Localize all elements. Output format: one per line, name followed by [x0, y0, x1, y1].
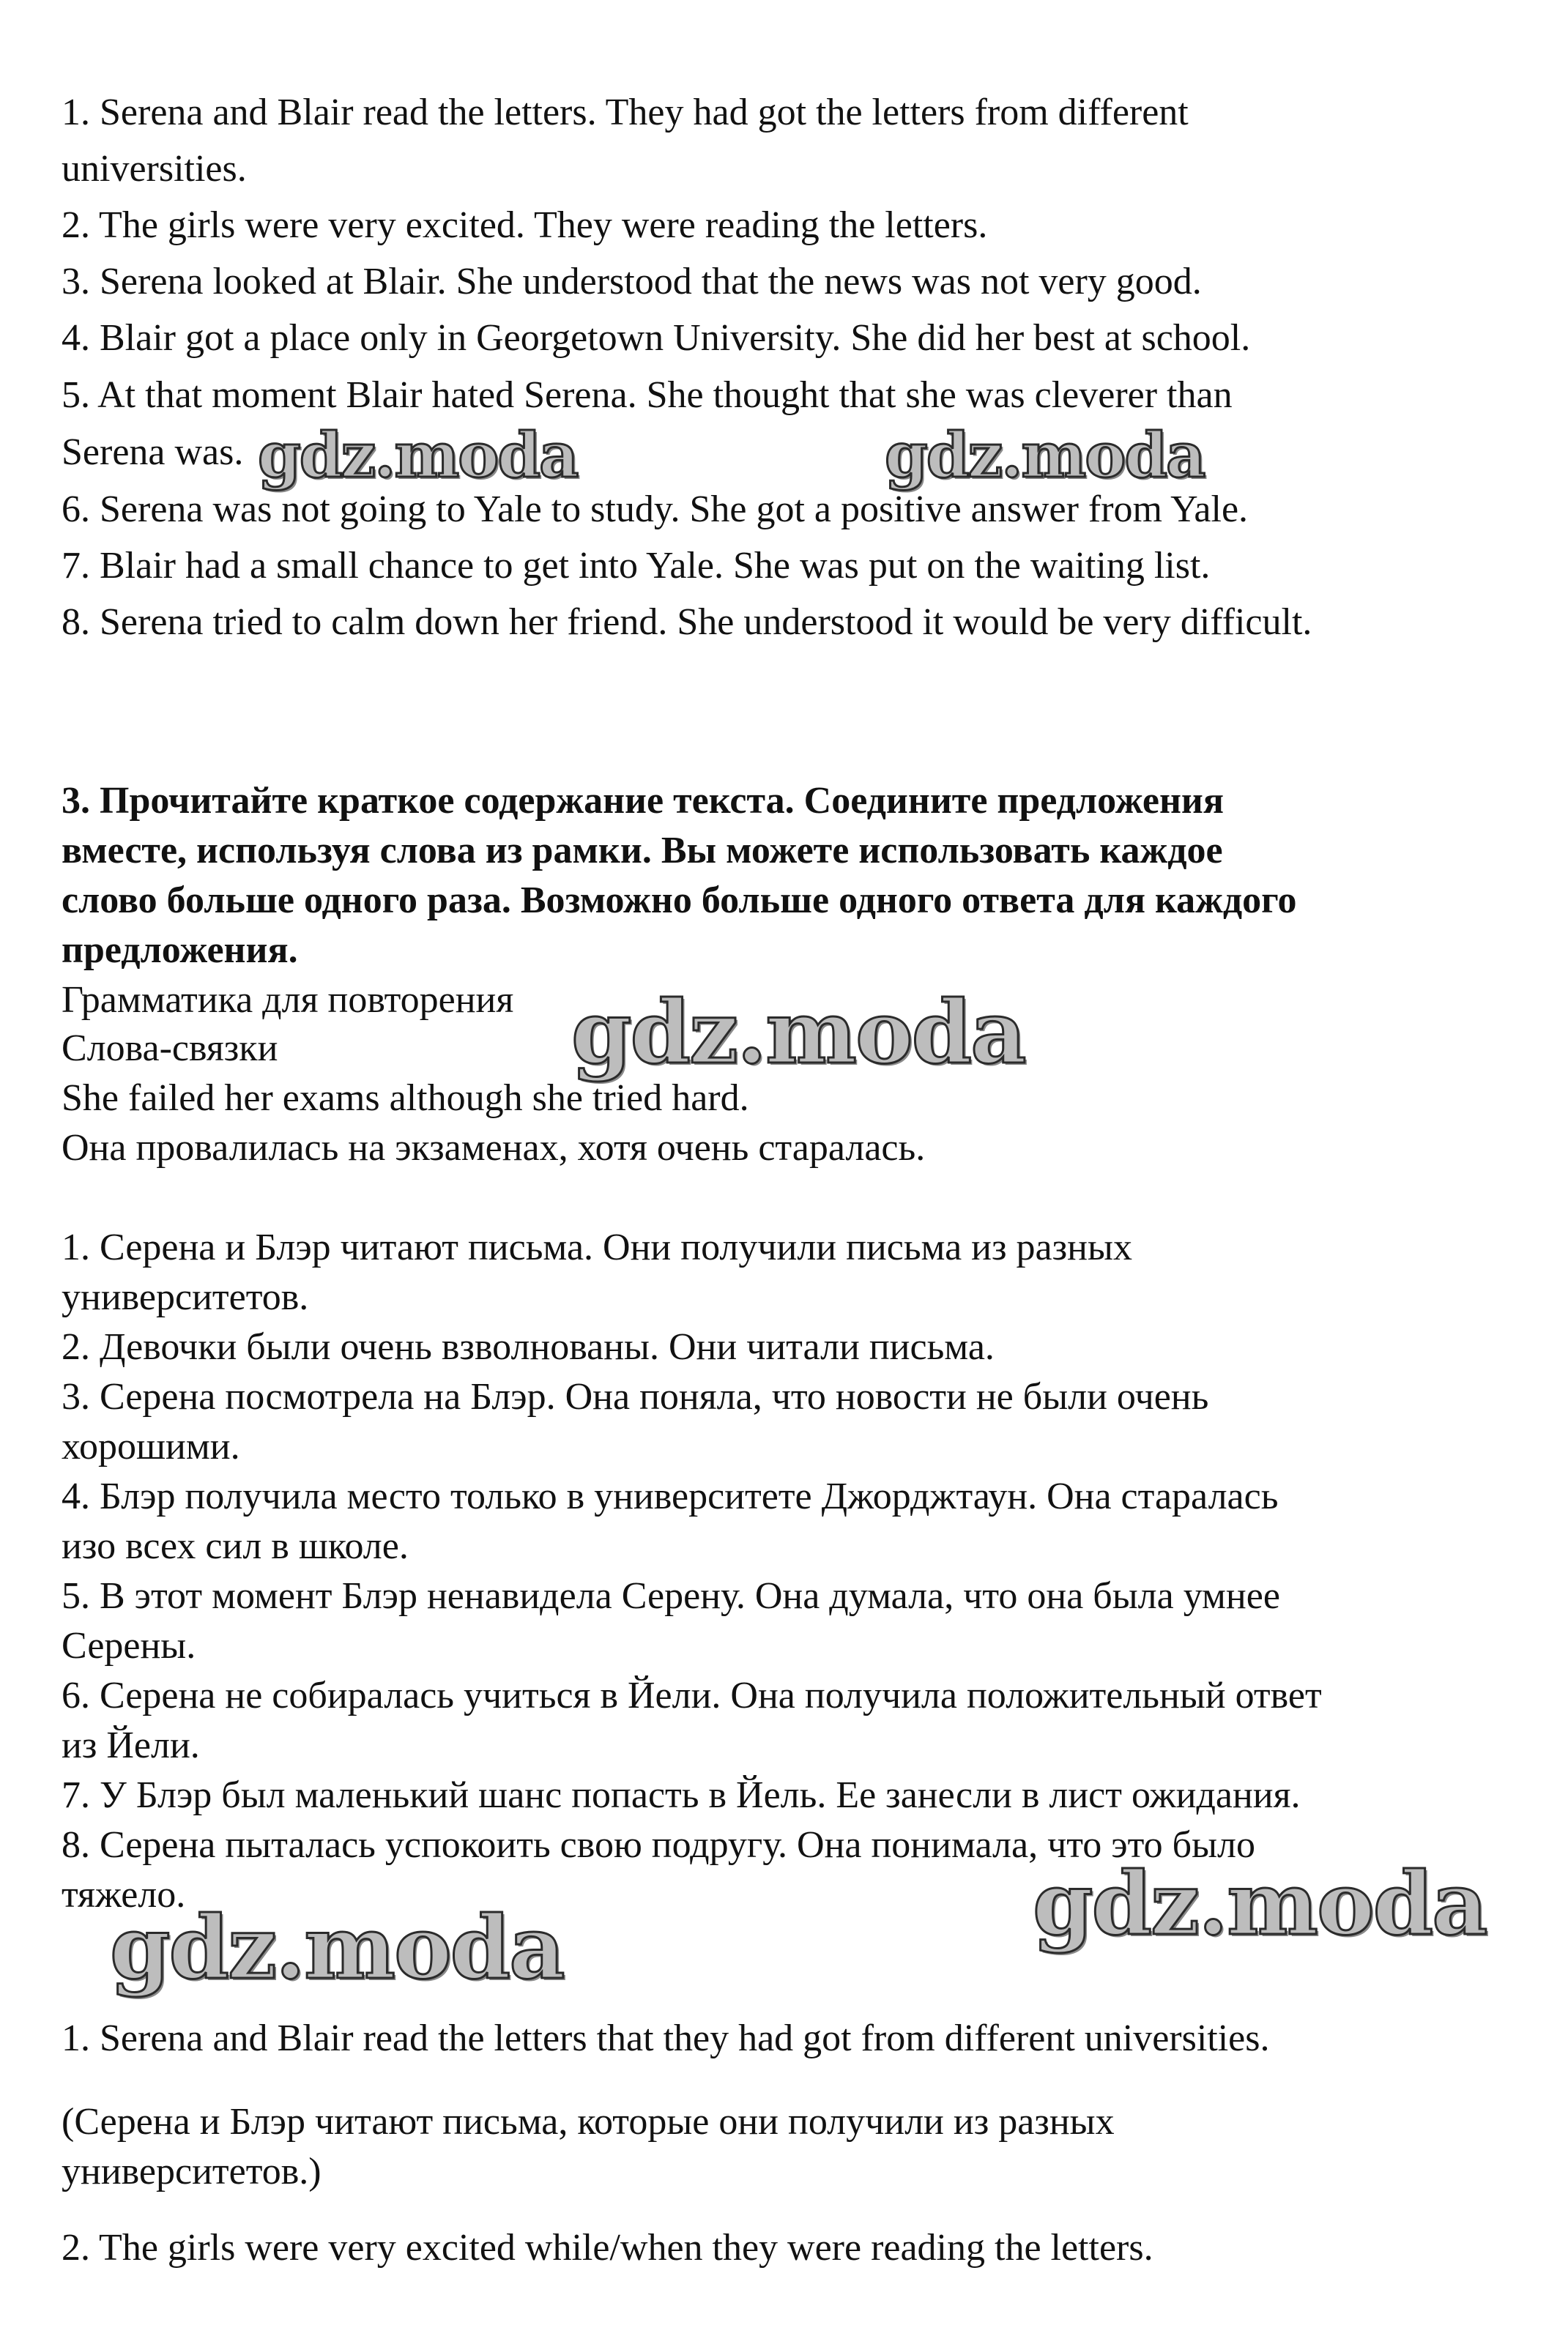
- ru-line-3: 2. Девочки были очень взволнованы. Они читали письма.: [62, 1326, 995, 1368]
- ex2-line-4: 3. Serena looked at Blair. She understood that the news was not very good.: [62, 261, 1202, 302]
- ru-line-4: 3. Серена посмотрела на Блэр. Она поняла, что новости не были очень: [62, 1376, 1209, 1418]
- ru-line-14: тяжело.: [62, 1874, 186, 1916]
- ru-line-12: 7. У Блэр был маленький шанс попасть в Йель. Ее занесли в лист ожидания.: [62, 1774, 1301, 1816]
- ex3-task-line-3: слово больше одного раза. Возможно больше одного ответа для каждого: [62, 879, 1297, 921]
- answer-1-en: 1. Serena and Blair read the letters that they had got from different universities.: [62, 2017, 1270, 2059]
- ru-line-2: университетов.: [62, 1276, 309, 1318]
- answer-1-ru-line-1: (Серена и Блэр читают письма, которые они получили из разных: [62, 2101, 1115, 2143]
- watermark-1: gdz.moda: [258, 419, 578, 491]
- ru-line-8: 5. В этот момент Блэр ненавидела Серену. Она думала, что она была умнее: [62, 1575, 1280, 1617]
- ex2-line-2: universities.: [62, 148, 247, 190]
- watermark-3: gdz.moda: [571, 981, 1025, 1083]
- ex2-line-9: 7. Blair had a small chance to get into Yale. She was put on the waiting list.: [62, 545, 1211, 587]
- grammar-title: Грамматика для повторения: [62, 979, 514, 1021]
- ru-line-5: хорошими.: [62, 1426, 240, 1468]
- ex2-line-6: 5. At that moment Blair hated Serena. She thought that she was cleverer than: [62, 374, 1233, 416]
- answer-1-ru-line-2: университетов.): [62, 2151, 322, 2192]
- ru-line-6: 4. Блэр получила место только в университете Джорджтаун. Она старалась: [62, 1476, 1279, 1517]
- answer-2-en: 2. The girls were very excited while/when they were reading the letters.: [62, 2227, 1153, 2269]
- ex2-line-8: 6. Serena was not going to Yale to study. She got a positive answer from Yale.: [62, 488, 1249, 530]
- watermark-5: gdz.moda: [110, 1897, 564, 1998]
- ex2-line-5: 4. Blair got a place only in Georgetown University. She did her best at school.: [62, 317, 1251, 359]
- ru-line-10: 6. Серена не собиралась учиться в Йели. Она получила положительный ответ: [62, 1675, 1322, 1716]
- ex3-task-line-1: 3. Прочитайте краткое содержание текста. Соедините предложения: [62, 780, 1225, 822]
- ex2-line-1: 1. Serena and Blair read the letters. They had got the letters from different: [62, 92, 1189, 133]
- example-ru: Она провалилась на экзаменах, хотя очень старалась.: [62, 1127, 926, 1169]
- grammar-subtitle: Слова-связки: [62, 1027, 278, 1069]
- watermark-2: gdz.moda: [885, 419, 1205, 491]
- ex2-line-10: 8. Serena tried to calm down her friend. She understood it would be very difficult.: [62, 601, 1312, 643]
- ru-line-11: из Йели.: [62, 1725, 200, 1766]
- ex3-task-line-2: вместе, используя слова из рамки. Вы можете использовать каждое: [62, 830, 1223, 871]
- ru-line-9: Серены.: [62, 1625, 196, 1667]
- ru-line-13: 8. Серена пыталась успокоить свою подругу. Она понимала, что это было: [62, 1824, 1255, 1866]
- example-en: She failed her exams although she tried hard.: [62, 1077, 749, 1119]
- ex2-line-7: Serena was.: [62, 431, 244, 473]
- ex3-task-line-4: предложения.: [62, 929, 298, 971]
- ex2-line-3: 2. The girls were very excited. They were reading the letters.: [62, 204, 988, 246]
- ru-line-7: изо всех сил в школе.: [62, 1525, 409, 1567]
- watermark-4: gdz.moda: [1033, 1853, 1487, 1954]
- ru-line-1: 1. Серена и Блэр читают письма. Они получили письма из разных: [62, 1227, 1132, 1268]
